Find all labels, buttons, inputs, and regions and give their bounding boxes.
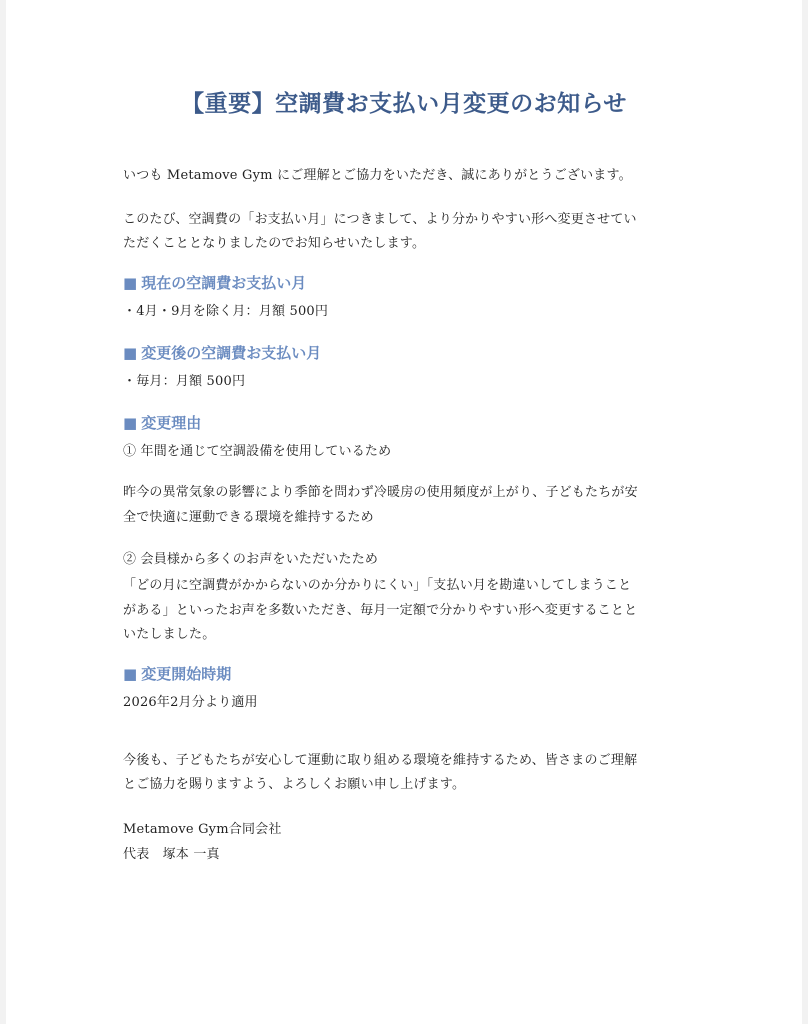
heading-current: [123, 271, 703, 295]
page-title: 【重要】空調費お支払い月変更のお知らせ: [181, 91, 627, 117]
reason-point-2-line-3: いたしました。: [123, 627, 216, 642]
intro-line-2: ただくこととなりましたのでお知らせいたします。: [123, 236, 426, 251]
heading-reason: [123, 411, 703, 435]
after-body: ・毎月：月額 500円: [123, 374, 246, 389]
square-bullet-icon: ■: [123, 665, 138, 683]
heading-after: [123, 341, 703, 365]
current-body: ・4月・9月を除く月：月額 500円: [123, 304, 329, 319]
signature-representative: 代表 塚本 一真: [123, 847, 220, 862]
closing-line-2: とご協力を賜りますよう、よろしくお願い申し上げます。: [123, 777, 466, 792]
square-bullet-icon: ■: [123, 274, 138, 292]
reason-point-1-line-2: 全で快適に運動できる環境を維持するため: [123, 510, 374, 525]
document-page: [6, 0, 802, 1024]
heading-reason-label: 変更理由: [141, 414, 202, 432]
reason-point-1-line-1: 昨今の異常気象の影響により季節を問わず冷暖房の使用頻度が上がり、子どもたちが安: [123, 485, 638, 500]
reason-point-2-line-1: 「どの月に空調費がかからないのか分かりにくい」「支払い月を勘違いしてしまうこと: [123, 578, 632, 593]
intro-line-1: このたび、空調費の「お支払い月」につきまして、より分かりやすい形へ変更させてい: [123, 212, 637, 227]
heading-start: [123, 662, 703, 686]
greeting-text: いつも Metamove Gym にご理解とご協力をいただき、誠にありがとうございます。: [123, 168, 632, 183]
square-bullet-icon: ■: [123, 414, 138, 432]
closing-line-1: 今後も、子どもたちが安心して運動に取り組める環境を維持するため、皆さまのご理解: [123, 753, 638, 768]
heading-current-label: 現在の空調費お支払い月: [141, 274, 307, 292]
start-body: 2026年2月分より適用: [123, 695, 258, 710]
heading-after-label: 変更後の空調費お支払い月: [141, 344, 322, 362]
reason-point-2-title: ② 会員様から多くのお声をいただいたため: [123, 552, 379, 567]
reason-point-1-title: ① 年間を通じて空調設備を使用しているため: [123, 444, 392, 459]
square-bullet-icon: ■: [123, 344, 138, 362]
heading-start-label: 変更開始時期: [141, 665, 232, 683]
reason-point-2-line-2: がある」といったお声を多数いただき、毎月一定額で分かりやすい形へ変更することと: [123, 603, 638, 618]
signature-company: Metamove Gym合同会社: [123, 822, 282, 837]
